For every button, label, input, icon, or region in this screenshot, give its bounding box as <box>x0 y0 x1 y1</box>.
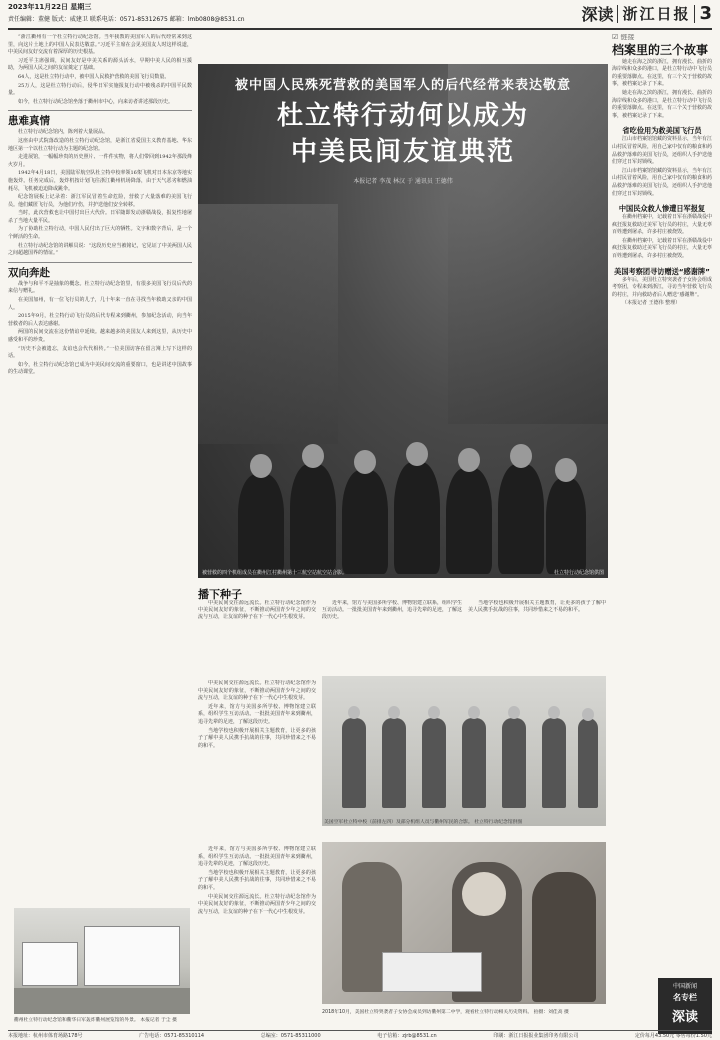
middle-column-3 <box>468 600 606 674</box>
body-paragraph: 纪念馆展板上记录着：浙江军民冒着生命危险，营救了大量落难的美国飞行员。他们藏匿飞行员，为他们疗伤，并护送他们安全转移。 <box>8 194 192 208</box>
footer-printer: 印刷：浙江日报报业集团印务有限公司 <box>493 1033 579 1039</box>
middle-column-1 <box>198 600 316 674</box>
hero-caption-credit: 杜立特行动纪念馆供图 <box>553 570 604 576</box>
airman-head <box>250 454 272 478</box>
body-paragraph: 中美民间交往源远流长。杜立特行动纪念馆作为中美民间友好的象征，不断推动两国青少年之间的交流与互动，让友谊的种子在下一代心中生根发芽。 <box>198 680 316 702</box>
footer-address: 本报地址：杭州市体育场路178号 <box>8 1033 83 1039</box>
story-2-text: 在衢州档案中，记载着日军在浙赣战役中疯狂报复救助过美军飞行员的村庄，大量无辜百姓遭到屠杀，许多村庄被烧毁。 <box>612 214 712 236</box>
section-label: 深读 <box>581 5 614 24</box>
masthead-divider <box>694 5 695 23</box>
person-figure <box>578 718 598 808</box>
intro-paragraph: 25万人，这是杜立特行动后，侵华日军实施报复行动中被残杀的中国平民数量。 <box>8 82 192 97</box>
group-photo <box>322 676 606 826</box>
middle-column-1-cont <box>198 680 316 840</box>
person-head <box>508 706 520 719</box>
sidebar-credit: （本报记者 王德伟 整理） <box>622 300 681 307</box>
issue-date: 2023年11月22日 星期三 <box>8 3 92 11</box>
footer-edit-phone: 总编室：0571-85311000 <box>260 1033 321 1039</box>
intro-paragraph: 64人，这是杜立特行动中，被中国人民救护营救的美国飞行员数量。 <box>18 73 170 80</box>
section-heading-shuangxiang: 双向奔赴 <box>8 262 192 280</box>
badge-line-2: 名专栏 <box>673 993 697 1002</box>
sidebar-intro: 她走在海之滨的浙江，拥有漫长、曲折的海岸线和众多的港口，是杜立特行动中飞行员的重要落脚点。在这里，有三个关于营救的故事，被档案记录了下来。 <box>612 58 712 88</box>
masthead <box>581 2 712 25</box>
airman-head <box>510 444 532 468</box>
badge-line-3: 深读 <box>671 1010 698 1025</box>
body-paragraph: 中美民间交往源远流长。杜立特行动纪念馆作为中美民间友好的象征，不断推动两国青少年之间的交流与互动，让友谊的种子在下一代心中生根发芽。 <box>198 600 316 621</box>
person-head <box>428 706 440 719</box>
footer-ad-phone: 广告电话：0571-85310114 <box>139 1033 205 1039</box>
body-paragraph: 如今，杜立特行动纪念馆已成为中美民间交流的重要窗口，也是讲述中国故事的生动课堂。 <box>8 361 192 376</box>
sidebar-title: 档案里的三个故事 <box>612 42 709 57</box>
person-figure <box>542 718 566 808</box>
headline <box>198 98 608 170</box>
story-3-text: 多年后，美国杜立特突袭者子女协会组成考察团，专程来到浙江，寻访当年营救飞行员的村庄，并向救助者后人赠送“感谢牌”。 <box>612 276 712 298</box>
story-1-text: 江山市档案馆馆藏的资料显示，当年有江山村民冒着风险，用自己家中仅有的粮食和药品救护落难的美国飞行员，还组织人手护送他们穿过日军封锁线。 <box>612 167 712 197</box>
person-head <box>582 708 594 721</box>
link-label-text: 链接 <box>620 34 635 41</box>
editor-info: 责任编辑：董健 版式：威建卫 联系电话：0571-85312675 邮箱：lmb0808@8531.cn <box>8 16 245 23</box>
airman-head <box>406 442 428 466</box>
body-paragraph: 中美民间交往源远流长。杜立特行动纪念馆作为中美民间友好的象征，不断推动两国青少年之间的交流与互动，让友谊的种子在下一代心中生根发芽。 <box>198 893 316 915</box>
link-icon: ☑ <box>612 34 621 41</box>
museum-photo-caption <box>14 1016 190 1023</box>
exhibit-book <box>382 952 482 992</box>
cliff-rock <box>198 204 338 444</box>
visitor-figure <box>532 872 596 1002</box>
group-of-airmen <box>228 434 588 574</box>
intro-paragraph: 习近平主席强调，民间友好是中美关系的源头活水，早期中美人民的相互援助，为两国人民之间的友谊奠定了基础。 <box>8 57 192 72</box>
middle-column-2 <box>322 600 462 674</box>
airman-figure <box>546 478 586 574</box>
person-head <box>548 706 560 719</box>
airman-head <box>354 450 376 474</box>
story-1-text: 江山市档案馆馆藏的资料显示，当年有江山村民冒着风险，用自己家中仅有的粮食和药品救护落难的美国飞行员，还组织人手护送他们穿过日军封锁线。 <box>612 136 712 166</box>
person-head <box>388 706 400 719</box>
story-2-text: 在衢州档案中，记载着日军在浙赣战役中疯狂报复救助过美军飞行员的村庄，大量无辜百姓遭到屠杀，许多村庄被烧毁。 <box>612 237 712 260</box>
person-figure <box>502 718 526 808</box>
visit-photo-credit: 拍摄：刘佳高 摄 <box>533 1010 569 1015</box>
body-paragraph: 2015年9月，杜立特行动飞行员的后代专程来到衢州，参加纪念活动，向当年营救者的后人表达感谢。 <box>8 313 192 327</box>
headline-line-2: 中美民间友谊典范 <box>290 137 515 167</box>
body-paragraph: 当地学校也积极开展相关主题教育，让更多的孩子了解中美人民携手抗战的往事，共同珍惜来之不易的和平。 <box>198 727 316 749</box>
headline-line-1: 杜立特行动何以成为 <box>276 101 529 131</box>
left-column <box>8 34 192 1036</box>
body-paragraph: 这座由中式院落改造的杜立特行动纪念馆，是浙江省爱国主义教育基地、华东地区第一个以杜立特行动为主题的纪念馆。 <box>8 137 192 152</box>
sidebar-intro: 她走在海之滨的浙江，拥有漫长、曲折的海岸线和众多的港口，是杜立特行动中飞行员的重要落脚点。在这里，有三个关于营救的故事，被档案记录了下来。 <box>612 89 712 119</box>
body-paragraph: 近年来，馆方与美国多所学校、博物馆建立联系，组织学生互访活动。一批批美国青年来到衢州，追寻先辈的足迹，了解这段历史。 <box>322 600 462 621</box>
airman-figure <box>498 464 544 574</box>
airman-figure <box>394 462 440 574</box>
group-photo-credit: 杜立特行动纪念馆供图 <box>474 820 523 825</box>
newspaper-name: 浙江日报 <box>622 5 691 23</box>
body-paragraph: 走进展馆，一幅幅珍贵的历史照片、一件件实物，将人们带回到1942年那段烽火岁月。 <box>8 154 192 168</box>
person-head <box>348 706 360 719</box>
story-1-title: 省吃俭用为救美国飞行员 <box>622 126 702 136</box>
page-header <box>8 0 712 30</box>
visit-photo-caption <box>322 1008 606 1015</box>
right-column <box>612 34 712 1036</box>
hero-caption <box>202 569 604 576</box>
person-head <box>468 706 480 719</box>
airman-figure <box>446 468 492 574</box>
body-paragraph: 在美国加州，有一位飞行员的儿子，几十年来一直在寻找当年救助父亲的中国人。 <box>8 297 192 311</box>
body-paragraph: 当时，此次营救也让中国付出巨大代价。日军随即发动浙赣战役，报复性地屠杀了当地大量平民。 <box>8 210 192 224</box>
byline: 本报记者 李茂 林汉 于 通讯员 王德伟 <box>353 178 453 185</box>
hero-caption-text: 被营救的四个机组成员在衢州江村衢州第十三航空站航空站合影。 <box>202 570 348 576</box>
airman-head <box>458 448 480 472</box>
airman-figure <box>290 464 336 574</box>
story-3-title: 美国考察团寻访赠送“感谢牌” <box>614 266 710 276</box>
hero-pre-title: 被中国人民殊死营救的美国军人的后代经常来表达敬意 <box>234 78 571 93</box>
airman-head <box>302 444 324 468</box>
museum-exterior-photo <box>14 908 190 1014</box>
visitor-head <box>462 872 506 916</box>
page-footer <box>8 1030 712 1040</box>
person-figure <box>382 718 406 808</box>
badge-line-1: 中国新闻 <box>672 983 697 990</box>
body-paragraph: 杜立特行动纪念馆内，陈列着大量展品。 <box>18 129 109 136</box>
body-paragraph: “历史不会被遗忘，友谊也会代代相传。”一位美国访客在留言簿上写下这样的话。 <box>8 345 192 360</box>
column-badge <box>658 978 712 1034</box>
story-2-title: 中国民众救人惨遭日军报复 <box>618 204 706 214</box>
group-caption-text: 美国空军杜立特中校（前排左四）及部分机组人员与衢州军民的合影。 <box>324 820 473 825</box>
person-figure <box>462 718 486 808</box>
group-photo-caption <box>324 818 604 825</box>
body-paragraph: 1942年4月18日，美国陆军航空队杜立特中校率领16架飞机对日本东京等地实施轰炸。任务完成后，轰炸机按计划飞往浙江衢州机场降落，由于天气恶劣和燃油耗尽，飞机被迫迫降或跳伞。 <box>8 170 192 192</box>
intro-paragraph: “浙江衢州有一个杜立特行动纪念馆。当年我教的美国军人的后代经常来到这里，向这片土地上的中国人民表达敬意。”习近平主席在会见美国友人时这样说道，中美民间友好交流有着深厚的历史根基。 <box>8 34 192 56</box>
link-label <box>612 34 712 42</box>
person-figure <box>342 718 366 808</box>
section-heading-huannan: 患难真情 <box>8 110 192 128</box>
plaza-ground <box>14 988 190 1014</box>
body-paragraph: 当地学校也积极开展相关主题教育，让更多的孩子了解中美人民携手抗战的往事，共同珍惜来之不易的和平。 <box>198 869 316 891</box>
footer-price: 定价每月43.50元 零售每份1.50元 <box>634 1033 712 1039</box>
body-paragraph: 当地学校也积极开展相关主题教育，让更多的孩子了解中美人民携手抗战的往事，共同珍惜来之不易的和平。 <box>468 600 606 614</box>
section-heading-bozhong: 播下种子 <box>198 588 242 601</box>
body-paragraph: 近年来，馆方与美国多所学校、博物馆建立联系，组织学生互访活动。一批批美国青年来到衢州，追寻先辈的足迹，了解这段历史。 <box>198 703 316 725</box>
footer-email: 电子信箱：zjrb@8531.cn <box>377 1033 437 1039</box>
airman-head <box>555 458 577 482</box>
masthead-divider <box>617 5 618 23</box>
visit-photo <box>322 842 606 1004</box>
museum-building <box>22 942 78 986</box>
person-figure <box>422 718 446 808</box>
body-paragraph: 近年来，馆方与美国多所学校、博物馆建立联系，组织学生互访活动。一批批美国青年来到衢州，追寻先辈的足迹，了解这段历史。 <box>198 846 316 868</box>
museum-building <box>84 926 180 986</box>
intro-paragraph: 如今，杜立特行动纪念馆坐落于衢州市中心，向来访者讲述那段历史。 <box>18 98 174 105</box>
museum-caption-text: 衢州杜立特行动纪念馆和衢华日军轰炸衢州展览馆的外景。 <box>14 1018 139 1023</box>
middle-column-1-cont2 <box>198 846 316 1026</box>
museum-photo-credit: 本报记者 于尘 摄 <box>140 1018 177 1023</box>
airman-figure <box>342 470 388 574</box>
airman-figure <box>238 474 284 574</box>
visit-caption-text: 2018年10月，美国杜立特突袭者子女协会成员到访衢州第二中学，观看杜立特行动相关历史资料。 <box>322 1010 533 1015</box>
body-paragraph: 战争与和平不是抽象的概念。杜立特行动纪念馆里，有很多美国飞行员后代的来信与赠礼。 <box>8 280 192 295</box>
body-paragraph: 杜立特行动纪念馆的讲解员说：“这段历史应当被铭记，它见证了中美两国人民之间超越国界的情谊。” <box>8 242 192 257</box>
body-paragraph: 两国的民间交流在这份情谊中延续。越来越多的美国友人来到这里，从历史中感受和平的珍贵。 <box>8 329 192 343</box>
hero-photo <box>198 64 608 578</box>
page-number: 3 <box>699 3 712 24</box>
body-paragraph: 为了协助杜立特行动，中国人民付出了巨大的牺牲。文字和数字背后，是一个个鲜活的生命。 <box>8 226 192 241</box>
